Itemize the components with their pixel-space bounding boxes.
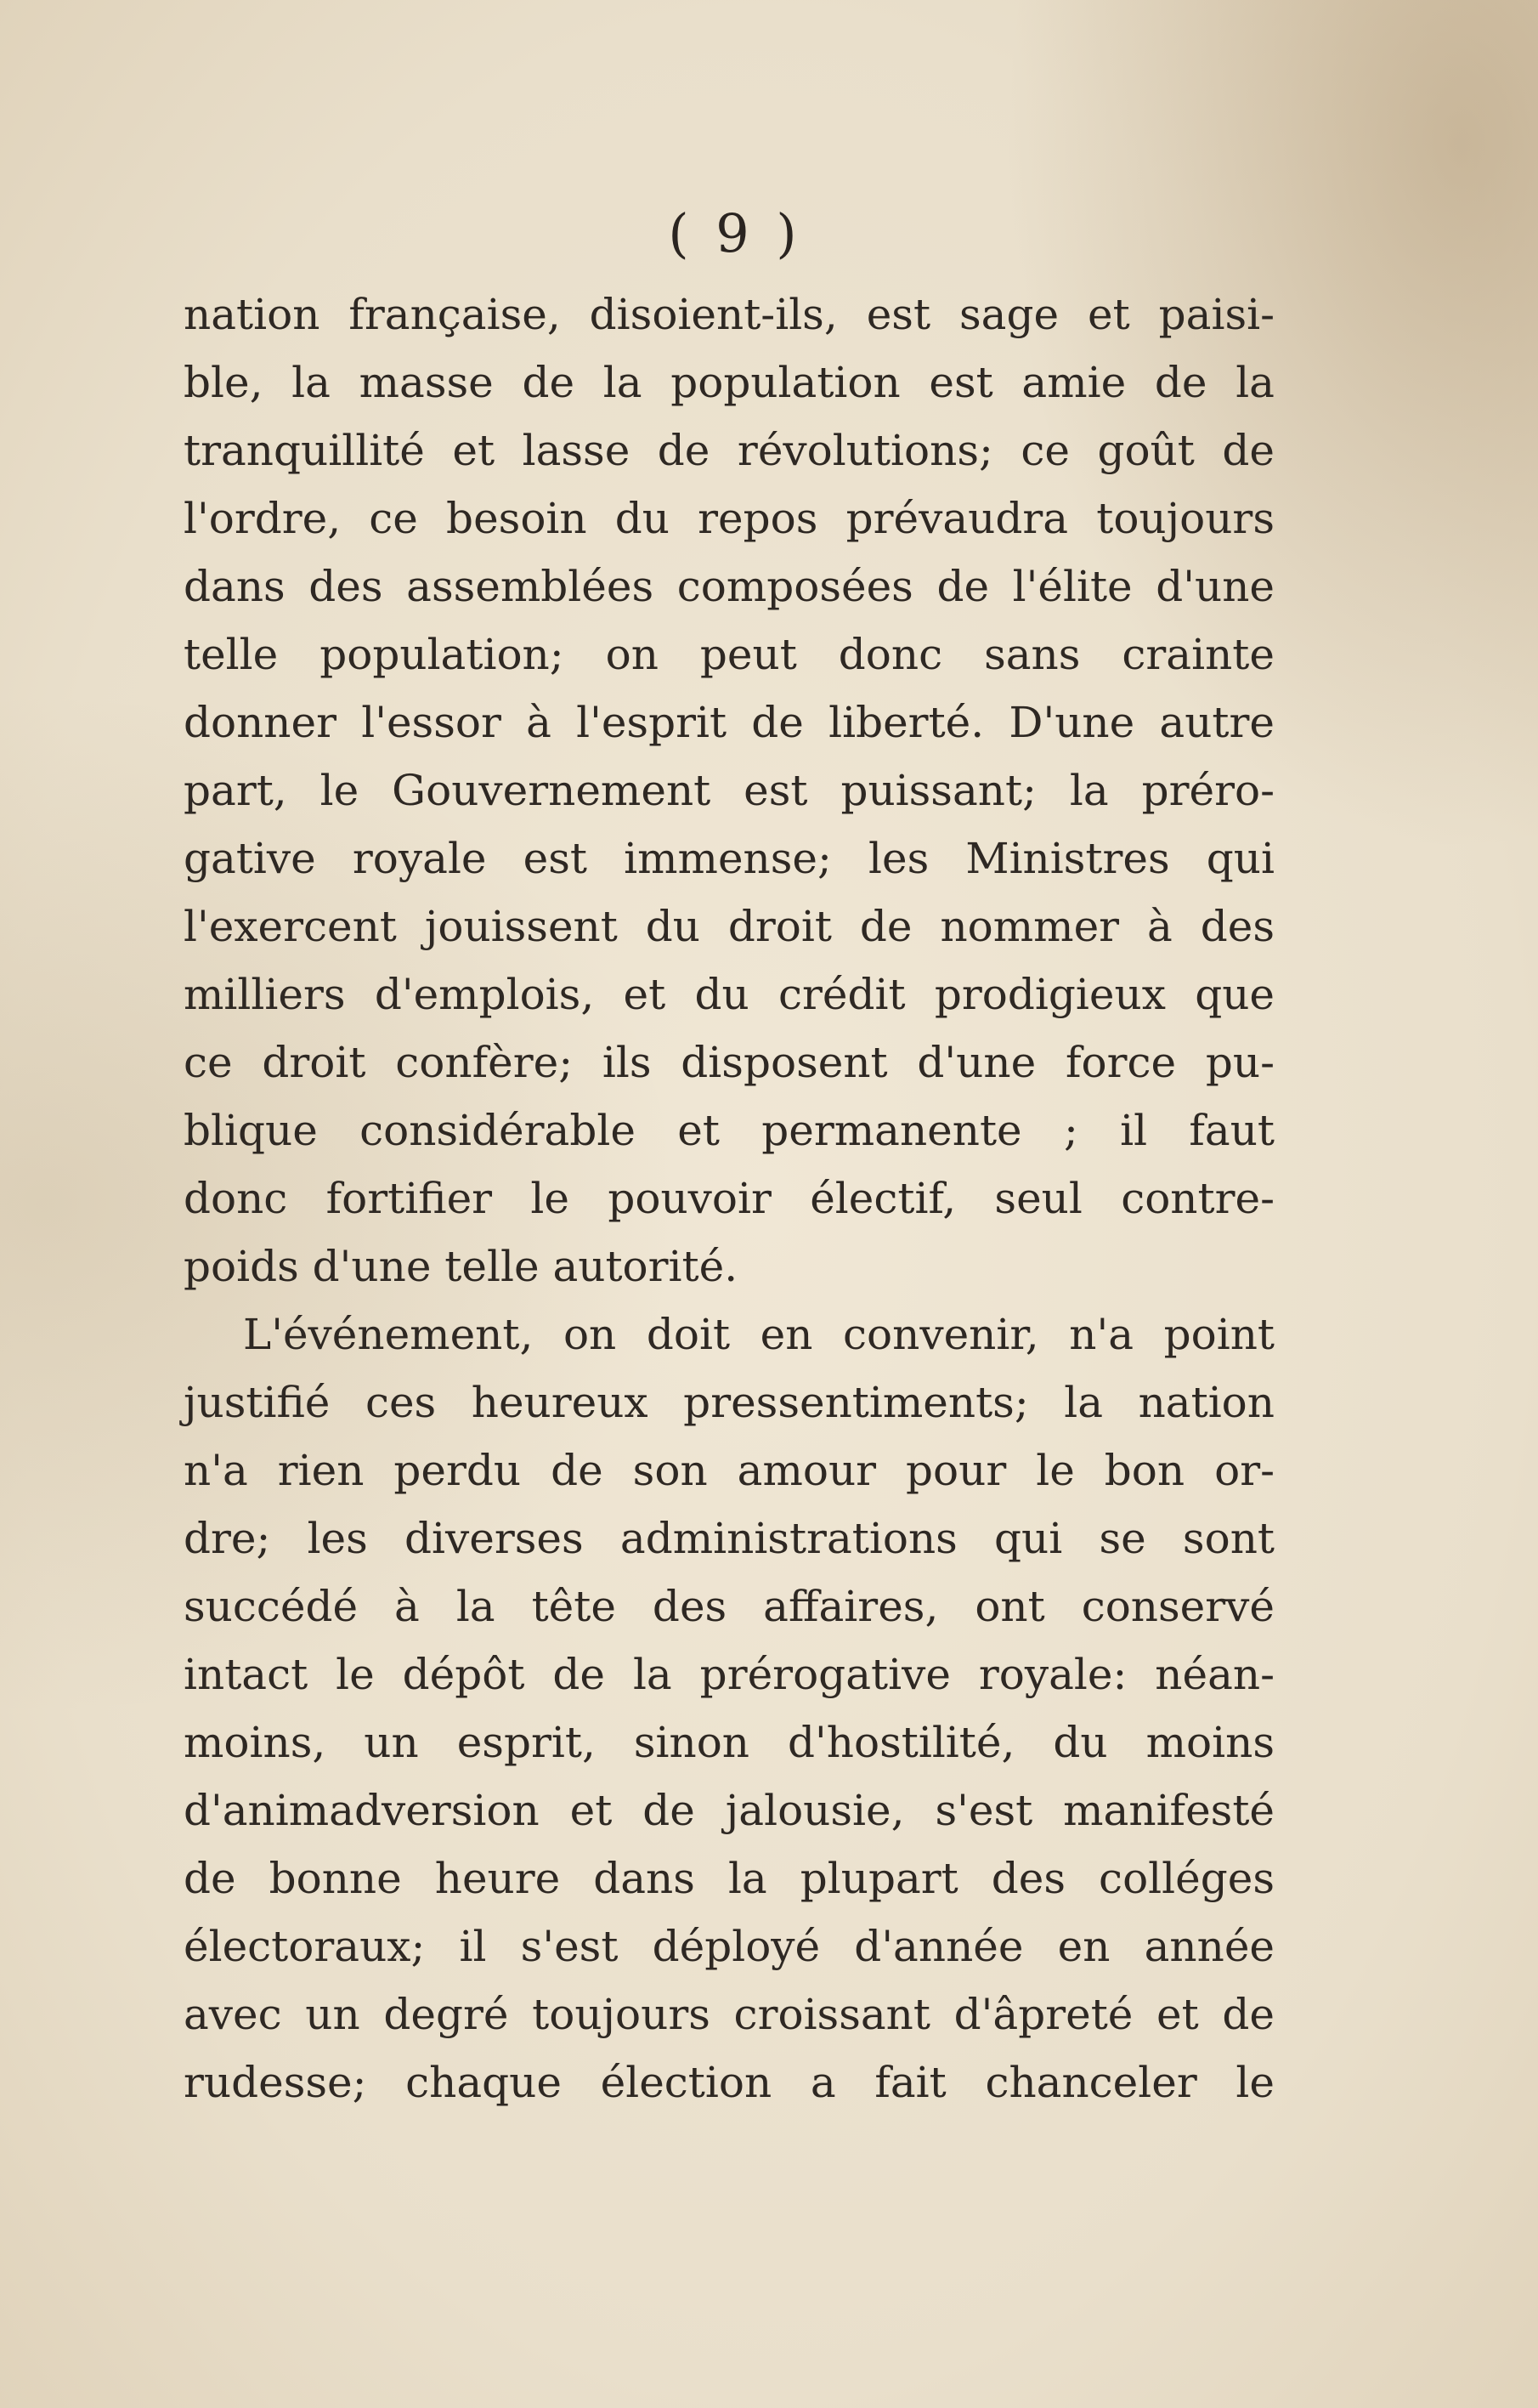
text-line: n'a rien perdu de son amour pour le bon or- (184, 1446, 1275, 1495)
text-line: d'animadversion et de jalousie, s'est manifesté (184, 1786, 1275, 1835)
body-text (184, 280, 1275, 2116)
text-line: moins, un esprit, sinon d'hostilité, du moins (184, 1718, 1275, 1767)
text-line: justifié ces heureux pressentiments; la nation (184, 1378, 1275, 1427)
page-number: ( 9 ) (668, 202, 802, 264)
text-line: intact le dépôt de la prérogative royale: néan- (184, 1650, 1275, 1699)
paragraph-end-line: poids d'une telle autorité. (184, 1242, 738, 1291)
text-line: rudesse; chaque élection a fait chanceler le (184, 2058, 1275, 2107)
text-line: part, le Gouvernement est puissant; la préro- (184, 766, 1275, 815)
text-line: de bonne heure dans la plupart des colléges (184, 1854, 1275, 1903)
text-line: gative royale est immense; les Ministres qui (184, 834, 1275, 883)
text-line: donc fortifier le pouvoir électif, seul contre- (184, 1174, 1275, 1223)
text-line: nation française, disoient-ils, est sage et paisi- (184, 290, 1275, 339)
text-line: ce droit confère; ils disposent d'une force pu- (184, 1038, 1275, 1087)
text-line: avec un degré toujours croissant d'âpreté et de (184, 1990, 1275, 2039)
text-line: telle population; on peut donc sans crainte (184, 630, 1275, 679)
text-line: dre; les diverses administrations qui se sont (184, 1514, 1275, 1563)
text-line: l'exercent jouissent du droit de nommer à des (184, 902, 1275, 951)
text-line: électoraux; il s'est déployé d'année en année (184, 1922, 1275, 1971)
text-line: succédé à la tête des affaires, ont conservé (184, 1582, 1275, 1631)
text-line: ble, la masse de la population est amie de la (184, 358, 1275, 407)
text-line: dans des assemblées composées de l'élite d'une (184, 562, 1275, 611)
text-line: tranquillité et lasse de révolutions; ce goût de (184, 426, 1275, 475)
text-line: blique considérable et permanente ; il faut (184, 1106, 1275, 1155)
text-line: l'ordre, ce besoin du repos prévaudra toujours (184, 494, 1275, 543)
text-line: donner l'essor à l'esprit de liberté. D'une autre (184, 698, 1275, 747)
paragraph-start-line: L'événement, on doit en convenir, n'a point (243, 1310, 1275, 1359)
text-line: milliers d'emplois, et du crédit prodigieux que (184, 970, 1275, 1019)
